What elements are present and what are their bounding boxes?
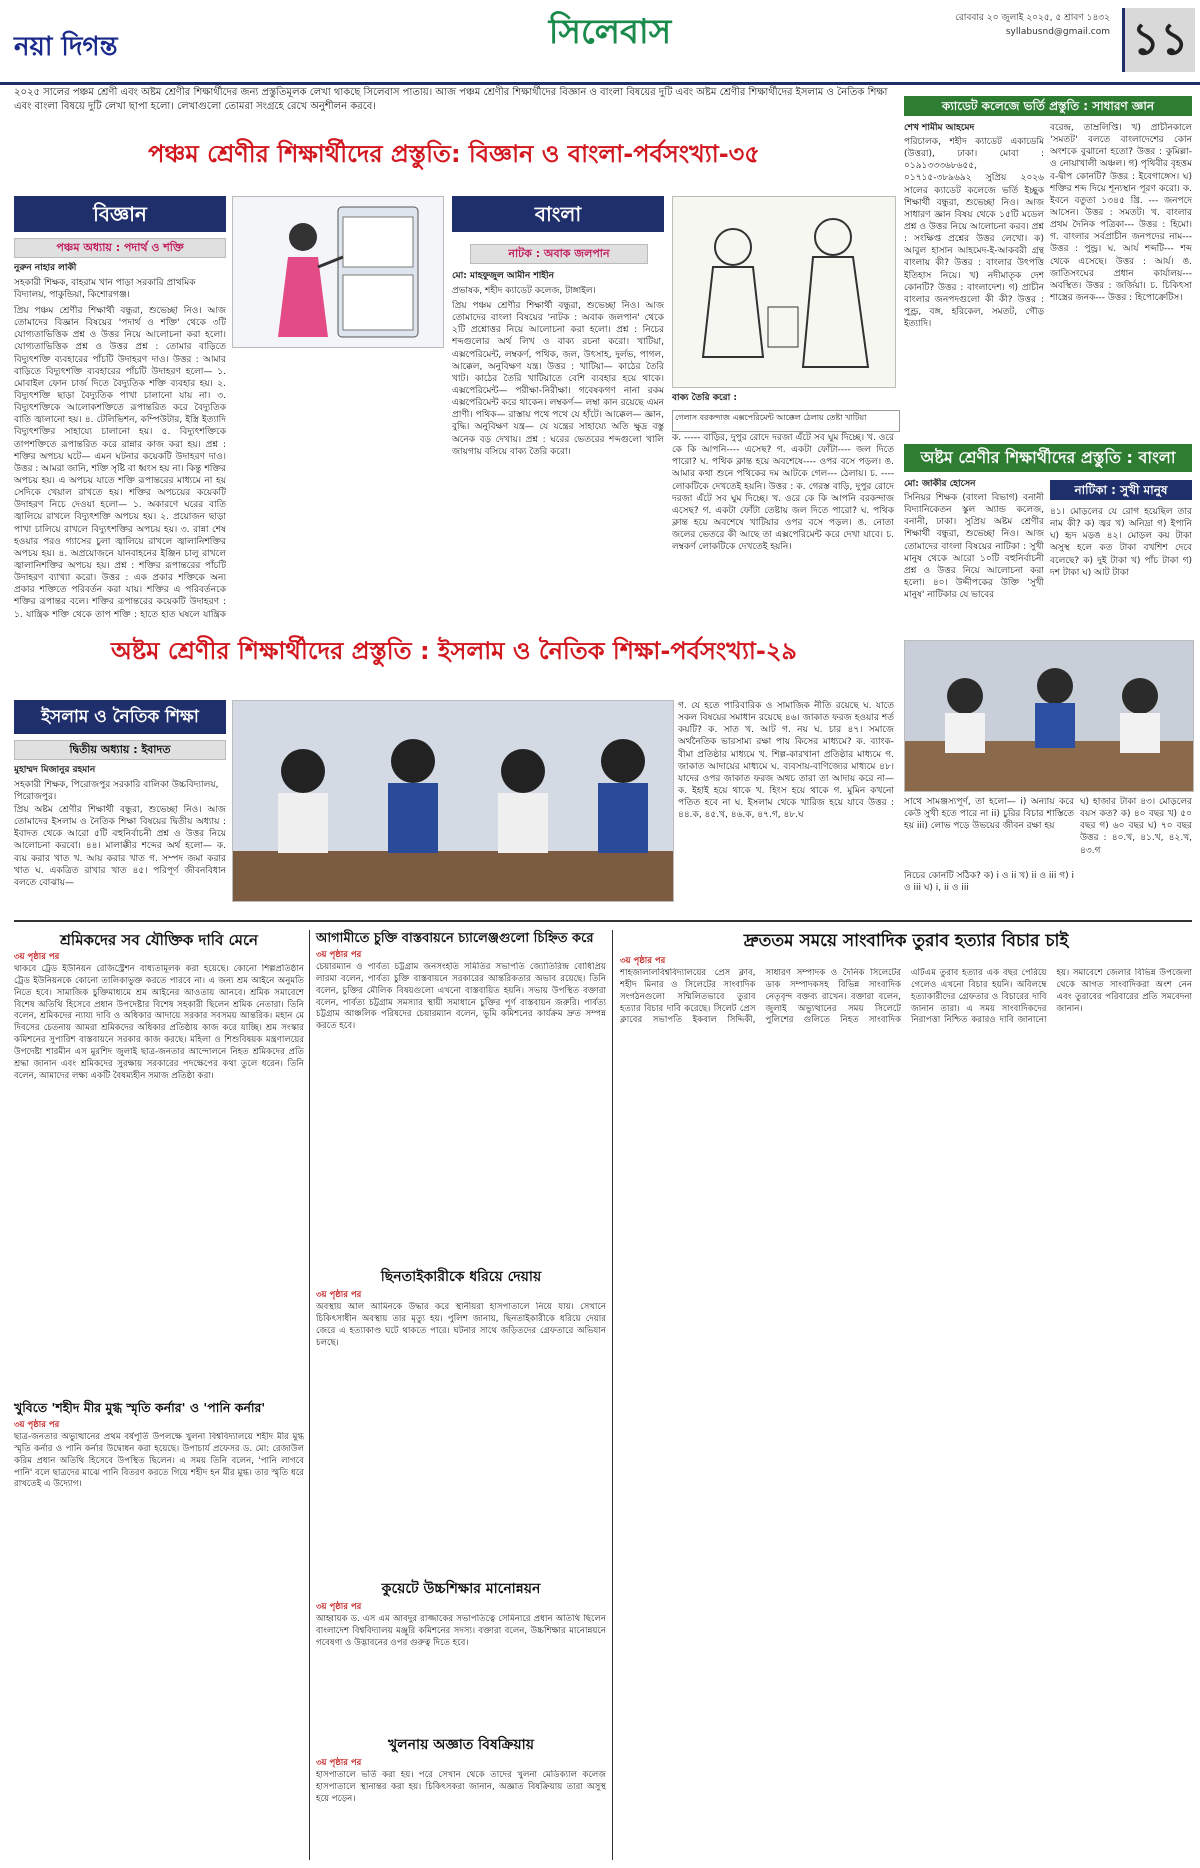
art2-body: ছাত্র-জনতার অভ্যুত্থানের প্রথম বর্ষপূর্তি উপলক্ষে খুলনা বিশ্ববিদ্যালয়ে শহীদ মীর মুগ্ধ স্মৃতি কর্নার ও পানি কর্নার উদ্বোধন করা হয়েছে। উপাচার্য প্রফেসর ড. মো: রেজাউল করিম প্রধান অতিথি হিসেবে উপস্থিত ছিলেন। এ সময় তিনি বলেন, 'পানি লাগবে পানি' বলে ছাত্রদের মাঝে পানি বিতরণ করতে গিয়ে শহীদ হন মীর মুগ্ধ। তার স্মৃতি ধরে রাখতেই এ উদ্যোগ। [14,1432,304,1490]
art1-body: থাকবে ট্রেড ইউনিয়ন রেজিস্ট্রেশন বাধ্যতামূলক করা হয়েছে। কোনো শিল্পপ্রতিষ্ঠান ট্রেড ইউনিয়নকে কোনো তালিকাভুক্ত করতে পারবে না। এ জন্য শ্রম আইনে অনুমতি নিতে হবে। সামাজিক চুক্তিমাধ্যমে শ্রম আইনের আওতায় আনবে। শ্রমিক সমাবেশে বিশেষ অতিথি হিসেবে প্রধান উপদেষ্টার বিশেষ সহকারী ছিলেন শ্রমিক নেতারা। তিনি বলেন, শ্রমিকদের ন্যায্য দাবি ও অধিকার আদায়ে সরকার সবসময় আন্তরিক। মহান মে দিবসের চেতনায় আমরা শ্রমিকদের অধিকার প্রতিষ্ঠায় কাজ করে যাচ্ছি। শ্রম সংস্কার কমিশনের সুপারিশ বাস্তবায়নে সরকার কাজ করছে। মহিলা ও শিশুবিষয়ক মন্ত্রণালয়ের উপদেষ্টা শারমীন এস মুরশিদ জুলাই ছাত্র-জনতার আন্দোলনে নিহত শ্রমিকদের প্রতি শ্রদ্ধা জানান এবং শ্রমিকদের সুরক্ষায় সরকারের পদক্ষেপের কথা তুলে ধরেন। তিনি বলেন, আমাদের লক্ষ্য একটি বৈষম্যহীন সমাজ প্রতিষ্ঠা করা। [14,964,304,1081]
art1-source: ৩য় পৃষ্ঠার পর [14,952,60,962]
bangla8-body: সিনিয়র শিক্ষক (বাংলা বিভাগ) বনানী বিদ্যানিকেতন স্কুল অ্যান্ড কলেজ, বনানী, ঢাকা। সুপ্রিয় অষ্টম শ্রেণীর শিক্ষার্থী বন্ধুরা, শুভেচ্ছা নিও। আজ তোমাদের বাংলা বিষয়ের নাটিকা : সুখী মানুষ থেকে আরো ১০টি বহুনির্বাচনী প্রশ্ন ও উত্তর নিয়ে আলোচনা করা হলো। ৪০। উদ্দীপকের উক্তি 'সুখী মানুষ' নাটিকার যে ভাবের [904,493,1044,601]
bangla-fill-blanks: ক. ----- বাড়ির, দুপুর রোদে দরজা এঁটে সব ঘুম দিচ্ছে। খ. ওরে কে কি আপনি---- এসেছ? গ. একটা ফোঁটা---- জল দিতে পারো? ঘ. পথিক ক্লান্ত হয়ে অবশেষে---- ওপর বসে পড়ল। ঙ. আমার কথা শুনে পথিকের দম আটকে গেল--- ঠেলায়। চ. ---- লোকটিকে দেখতেই হয়নি। উত্তর : ক. গেরস্ত বাড়ি, দুপুর রোদে দরজা এঁটে সব ঘুম দিচ্ছে। খ. ওরে কে কি আপনি বরকন্দাজ এসেছ? গ. একটা ফোঁটা তেষ্টায় জল দিতে পারো? ঘ. পথিক ক্লান্ত হয়ে অবশেষে খাটিয়ার ওপর বসে পড়ল। ঙ. নোতা জলের ভেতরে কী আছে তা এক্সপেরিমেন্ট করে দেখা যাবে। চ. লম্বকর্ণ লোকটিকে দেখতেই হয়নি। [672,433,894,553]
cadet-author-block [904,122,1044,137]
bangla8-author-block [904,478,1044,493]
islam-chapter: দ্বিতীয় অধ্যায় : ইবাদত [14,740,226,760]
photo-caption-right: সাথে সামঞ্জস্যপূর্ণ, তা হলো— i) অন্যায় করে কেউ সুখী হতে পারে না ii) চুরির বিচার শাস্তিতে হয় iii) লোভ পড়ে উভয়ের জীবন রক্ষা হয় [904,797,1074,832]
art4-source: ৩য় পৃষ্ঠার পর [316,1290,362,1300]
art2-source: ৩য় পৃষ্ঠার পর [14,1420,60,1430]
cadet-author: শেখ শামীম আহমেদ [904,123,975,133]
newspaper-logo[interactable]: নয়া দিগন্ত [14,32,118,62]
bangla8-author: মো: জাকীর হোসেন [904,479,976,489]
cadet-body: পরিচালক, শহীদ ক্যাডেট একাডেমি (উত্তরা), ঢাকা। মোবা : ০১৯১৩৩৩৬৮৬৫৫, ০১৭১৫-৩৮৯৬৯২ সুপ্রিয় ২০২৬ সালের ক্যাডেট কলেজে ভর্তি ইচ্ছুক শিক্ষার্থী বন্ধুরা, শুভেচ্ছা নিও। আজ সাধারণ জ্ঞান বিষয় থেকে ১৫টি মডেল প্রশ্ন ও উত্তর নিয়ে আলোচনা করব। প্রশ্ন : সংক্ষিপ্ত প্রশ্নের উত্তর লেখো। ক) আবুল হাসান আহমেদ-ই-আকবরী গ্রন্থ বাংলায় কী? উত্তর : বাংলার উৎপত্তি ইতিহাস নিয়ে। খ) নদীমাতৃক দেশ কোনটি? উত্তর : বাংলাদেশ। গ) প্রাচীন বাংলার জনপদগুলো কী কী? উত্তর : পুণ্ড্র, বঙ্গ, হরিকেল, সমতট, গৌড় ইত্যাদি। [904,137,1044,330]
science-author-block [14,262,226,304]
bangla8-heading: অষ্টম শ্রেণীর শিক্ষার্থীদের প্রস্তুতি : বাংলা [904,444,1192,472]
islam-heading: ইসলাম ও নৈতিক শিক্ষা [14,700,226,734]
science-chapter: পঞ্চম অধ্যায় : পদার্থ ও শক্তি [14,238,226,258]
science-author: নুরুন নাহার লাকী [14,263,77,273]
intro-paragraph: ২০২৫ সালের পঞ্চম শ্রেণী এবং অষ্টম শ্রেণীর শিক্ষার্থীদের জন্য প্রস্তুতিমূলক লেখা থাকছে সিলেবাস পাতায়। আজ পঞ্চম শ্রেণীর শিক্ষার্থীদের বিজ্ঞান ও বাংলা বিষয়ের দুটি এবং অষ্টম শ্রেণীর শিক্ষার্থীদের ইসলাম ও নৈতিক শিক্ষা এবং বাংলা বিষয়ে দুটি লেখা ছাপা হলো। লেখাগুলো তোমরা সংগ্রহে রেখে অনুশীলন করবে। [14,87,888,112]
bangla-body: প্রিয় পঞ্চম শ্রেণীর শিক্ষার্থী বন্ধুরা, শুভেচ্ছা নিও। আজ তোমাদের বাংলা বিষয়ের 'নাটক : অবাক জলপান' থেকে ২টি প্রশ্নোত্তর নিয়ে আলোচনা করা হলো। প্রশ্ন : নিচের শব্দগুলোর অর্থ লিখ ও বাক্য রচনা করো। খাটিয়া, এক্সপেরিমেন্ট, লম্বকর্ণ, পথিক, জল, উৎসাহ, দুর্লভ, পাগল, আক্কেল, অনুবিক্ষণ যন্ত্র। উত্তর : খাটিয়া— কাঠের তৈরি খাট। কাঠের তৈরি খাটিয়াতে বেশি ব্যবহার হয়ে থাকে। এক্সপেরিমেন্ট— পরীক্ষা-নিরীক্ষা। গবেষকগণ নানা রকম এক্সপেরিমেন্ট করে থাকেন। লম্বকর্ণ— লম্বা কান রয়েছে এমন প্রাণী। পথিক— রাস্তায় পথে পথে যে হাঁটে। আক্কেল— জ্ঞান, বুদ্ধি। অনুবিক্ষণ যন্ত্র— যে যন্ত্রের সাহায্যে অতি ক্ষুদ্র বস্তু অনেক বড় দেখায়। প্রশ্ন : ঘরের ভেতরের শব্দগুলো খালি জায়গায় বসিয়ে বাক্য তৈরি করো। [452,301,664,457]
refrigerator-girl-image [233,197,443,347]
science-body-cont [232,352,442,622]
bangla-caption: বাক্য তৈরি করো : [672,393,737,403]
contact-email[interactable]: syllabusnd@gmail.com [1005,27,1110,37]
bangla-author-block [452,270,664,300]
art2-title[interactable]: খুবিতে 'শহীদ মীর মুগ্ধ স্মৃতি কর্নার' ও 'পানি কর্নার' [14,1400,266,1415]
bangla-heading: বাংলা [452,196,664,232]
science-illustration [232,196,444,348]
dateline: রোববার ২০ জুলাই ২০২৫, ৫ শ্রাবণ ১৪৩২ [955,13,1110,23]
art1-title[interactable]: শ্রমিকদের সব যৌক্তিক দাবি মেনে [60,931,258,949]
section-brand: সিলেবাস [548,12,672,52]
bangla-chapter: নাটক : অবাক জলপান [470,244,648,264]
art4-body: অবস্থায় আল আমিনকে উদ্ধার করে স্থানীয়রা হাসপাতালে নিয়ে যায়। সেখানে চিকিৎসাধীন অবস্থায় তার মৃত্যু হয়। পুলিশ জানায়, ছিনতাইকারীকে ধরিয়ে দেয়ার জেরে এ হত্যাকাণ্ড ঘটে থাকতে পারে। ঘটনার সাথে জড়িতদের গ্রেফতারে অভিযান চলছে। [316,1302,606,1348]
students-photo [232,700,674,902]
art3-title[interactable]: আগামীতে চুক্তি বাস্তবায়নে চ্যালেঞ্জগুলো চিহ্নিত করে [316,931,594,946]
art4-title[interactable]: ছিনতাইকারীকে ধরিয়ে দেয়ায় [380,1269,542,1285]
art6-title[interactable]: খুলনায় অজ্ঞাত বিষক্রিয়ায় [388,1737,534,1753]
class5-banner: পঞ্চম শ্রেণীর শিক্ষার্থীদের প্রস্তুতি: বিজ্ঞান ও বাংলা-পর্বসংখ্যা-৩৫ [148,140,760,168]
exam-hall-photo [905,641,1193,791]
cadet-heading: ক্যাডেট কলেজে ভর্তি প্রস্তুতি : সাধারণ জ্ঞান [904,96,1192,116]
page-number: ১১ [1122,8,1195,72]
extra-answers: ঘ) হাজার টাকা ৪৩। মোড়লের বয়স কত? ক) ৪০ বছর খ) ৫০ বছর গ) ৬০ বছর ঘ) ৭০ বছর উত্তর : ৪০.খ, ৪১.খ, ৪২.খ, ৪৩.গ [1080,797,1192,856]
islam-body: প্রিয় অষ্টম শ্রেণীর শিক্ষার্থী বন্ধুরা, শুভেচ্ছা নিও। আজ তোমাদের ইসলাম ও নৈতিক শিক্ষা বিষয়ের দ্বিতীয় অধ্যায় : ইবাদত থেকে আরো ৫টি বহুনির্বাচনী প্রশ্ন ও উত্তর নিয়ে আলোচনা করবো। ৪৪। মালাক্কীর শব্দের অর্থ হলো— ক. ব্যয় করার খাত খ. আয় করার খাত গ. সম্পদ জমা করার খাত ঘ. একত্রিত রাখার খাত ৪৫। পরিপূর্ণ জীবনবিধান বলতে বোঝায়— [14,805,226,888]
bangla-illustration [672,196,896,388]
students-photo-right [904,640,1194,792]
drama-scene-image [673,197,895,387]
islam-mcq: গ. যে হতে পারিবারিক ও সামাজিক নীতি রয়েছে ঘ. যাতে সকল বিষয়ের সমাধান রয়েছে ৪৬। জাকাত ফরজ হওয়ার শর্ত কয়টি? ক. সাত খ. আট গ. নয় ঘ. চার ৪৭। সমাজে অর্থনৈতিক ভারসাম্য রক্ষা পায় কিসের মাধ্যমে? ক. ব্যাংক-বীমা প্রতিষ্ঠার মাধ্যমে খ. শিল্প-কারখানা প্রতিষ্ঠার মাধ্যমে গ. জাকাত আদায়ের মাধ্যমে ঘ. ব্যবসায়-বাণিজ্যের মাধ্যমে ৪৮। যাদের ওপর জাকাত ফরজ অথচ তারা তা আদায় করে না— ক. ইহাই হয়ে থাকে খ. হিংস হয়ে থাকে গ. মুমিন কখনো পতিত হবে না ঘ. ইসলাম থেকে খারিজ হয়ে যাবে উত্তর : ৪৪.ক, ৪৫.খ, ৪৬.ক, ৪৭.গ, ৪৮.ঘ [678,701,894,821]
art5-source: ৩য় পৃষ্ঠার পর [316,1602,362,1612]
photo-question: নিচের কোনটি সঠিক? ক) i ও ii খ) ii ও iii গ) i ও iii ঘ) i, ii ও iii [904,871,1074,894]
col-rule-2 [612,930,613,1860]
bangla-author: মো: মাহফুজুল আমীন শাহীন [452,271,554,281]
art7-title[interactable]: দ্রুততম সময়ে সাংবাদিক তুরাব হত্যার বিচার চাই [743,931,1069,951]
sukhi-heading: নাটিকা : সুখী মানুষ [1050,480,1192,500]
cadet-body-col2: বরেন্দ্র, তাম্রলিপ্তি। খ) প্রাচীনকালে 'সমতট' বলতে বাংলাদেশের কোন অংশকে বুঝানো হতো? উত্তর : কুমিল্লা-ও নোয়াখালী অঞ্চল। গ) পৃথিবীর বৃহত্তম ব-দ্বীপ কোনটি? উত্তর : ইবেগাঙ্গেস। ঘ) শক্তির শব্দ দিয়ে শূন্যস্থান পূরণ করো। ক. ইবনে বতুতা ১৩৪৫ খ্রি. --- জনপদে আসেন। উত্তর : সমতট। খ. বাংলার প্রথম দৈনিক পত্রিকা--- উত্তর : হিমো। গ. বাংলার সর্বপ্রাচীন জনপদের নাম--- উত্তর : পুন্ড্র। ঘ. আর্য শব্দটি--- শব্দ থেকে এসেছে। উত্তর : আর্য। ঙ. জাতিসংঘের প্রধান কার্যালয়--- অবস্থিত। উত্তর : জর্জিয়া। চ. চিকিৎসা শাস্ত্রের জনক--- উত্তর : হিপোক্রেটিস। [1050,123,1192,303]
art3-body: চেয়ারম্যান ও পার্বত্য চট্টগ্রাম জনসংহতি সমিতির সভাপতি জ্যোতিরিন্দ্র বোধিপ্রিয় লারমা বলেন, পার্বত্য চুক্তি বাস্তবায়নে সরকারের আন্তরিকতার অভাব রয়েছে। তিনি বলেন, চুক্তির মৌলিক বিষয়গুলো এখনো বাস্তবায়িত হয়নি। সভায় উপস্থিত বক্তারা বলেন, পার্বত্য চট্টগ্রাম সমস্যার স্থায়ী সমাধানে চুক্তির পূর্ণ বাস্তবায়ন জরুরি। পার্বত্য চট্টগ্রাম আঞ্চলিক পরিষদের চেয়ারম্যান বলেন, ভূমি কমিশনের কার্যক্রম দ্রুত সম্পন্ন করতে হবে। [316,962,606,1032]
islam-author: মুহাম্মদ মিজানুর রহমান [14,765,96,775]
art6-body: হাসপাতালে ভর্তি করা হয়। পরে সেখান থেকে তাদের খুলনা মেডিক্যাল কলেজ হাসপাতালে স্থানান্তর করা হয়। চিকিৎসকরা জানান, অজ্ঞাত বিষক্রিয়ায় তারা অসুস্থ হয়ে পড়েন। [316,1770,606,1804]
art3-source: ৩য় পৃষ্ঠার পর [316,950,362,960]
bangla-author-info: প্রভাষক, শহীদ ক্যাডেট কলেজ, টাঙ্গাইল। [452,286,596,297]
art7-source: ৩য় পৃষ্ঠার পর [620,956,666,966]
news-divider [14,920,1192,922]
science-heading: বিজ্ঞান [14,196,226,232]
science-author-info: সহকারী শিক্ষক, বাহরাম খান পাড়া সরকারি প্রাথমিক বিদ্যালয়, পাকুন্ডিয়া, কিশোরগঞ্জ। [14,278,196,301]
class8-banner: অষ্টম শ্রেণীর শিক্ষার্থীদের প্রস্তুতি : ইসলাম ও নৈতিক শিক্ষা-পর্বসংখ্যা-২৯ [110,637,798,665]
science-body: প্রিয় পঞ্চম শ্রেণীর শিক্ষার্থী বন্ধুরা, শুভেচ্ছা নিও। আজ তোমাদের বিজ্ঞান বিষয়ের 'পদার্থ ও শক্তি' থেকে ৩টি যোগ্যতাভিত্তিক প্রশ্ন ও উত্তর নিয়ে আলোচনা করা হলো। যোগ্যতাভিত্তিক প্রশ্ন ও উত্তর প্রশ্ন : তোমার বাড়িতে বিদ্যুৎশক্তি ব্যবহারের পাঁচটি উদাহরণ দাও। উত্তর : আমার বাড়িতে বিদ্যুৎশক্তি ব্যবহারের পাঁচটি উদাহরণ হলো— ১. মোবাইল ফোন চার্জ দিতে বৈদ্যুতিক শক্তি ব্যবহার হয়। ২. বিদ্যুৎশক্তি ছাড়া বৈদ্যুতিক পাখা চালানো যায় না। ৩. বিদ্যুৎশক্তিকে আলোকশক্তিতে রূপান্তরিত করে বৈদ্যুতিক বাতি জ্বালানো হয়। ৪. টেলিভিশন, কম্পিউটার, ইস্ত্রি ইত্যাদি বিদ্যুৎশক্তির সাহায্যে চালানো হয়। ৫. বিদ্যুৎশক্তিকে তাপশক্তিতে রূপান্তরিত করে রান্নার কাজ করা হয়। প্রশ্ন : শক্তির অপচয় ঘটে— এমন ঘটনার কয়েকটি উদাহরণ দাও। উত্তর : আমরা জানি, শক্তি সৃষ্টি বা ধ্বংস হয় না। কিন্তু শক্তির অপচয় হয়। এ অপচয় যাতে শক্তি রূপান্তরের মাধ্যমে না হয় সেদিকে খেয়াল রাখতে হয়। শক্তির অপচয়ের কয়েকটি উদাহরণ নিচে দেওয়া হলো— ১. অকারণে ঘরের বাতি জ্বালিয়ে রাখলে বিদ্যুৎশক্তি অপচয় হয়। ২. প্রয়োজন ছাড়া পাখা চালিয়ে রাখলে বিদ্যুৎশক্তির অপচয় হয়। ৩. রান্না শেষ হওয়ার পরও গ্যাসের চুলা জ্বালিয়ে রাখলে জ্বালানিশক্তির অপচয় হয়। ৪. অপ্রয়োজনে যানবাহনের ইঞ্জিন চালু রাখলে জ্বালানিশক্তির অপচয় হয়। প্রশ্ন : শক্তির রূপান্তরের পাঁচটি উদাহরণ ব্যাখ্যা করো। উত্তর : এক প্রকার শক্তিকে অন্য প্রকার শক্তিতে পরিবর্তন করা যায়। শক্তির এ পরিবর্তনকে শক্তির রূপান্তর বলে। শক্তির রূপান্তরের কয়েকটি উদাহরণ : ১. যান্ত্রিক শক্তি থেকে তাপ শক্তি : হাতে হাত ঘষলে যান্ত্রিক [14,306,226,620]
islam-author-block [14,764,226,806]
art5-title[interactable]: কুয়েটে উচ্চশিক্ষার মানোন্নয়ন [381,1581,541,1597]
art6-source: ৩য় পৃষ্ঠার পর [316,1758,362,1768]
art7-body: শাহজালালবিশ্ববিদ্যালয়ের প্রেস ক্লাব, শহীদ মিনার ও সিলেটের সাংবাদিক সংগঠনগুলো সম্মিলিতভাবে তুরাব হত্যার বিচার দাবি করেছে। সিলেট প্রেস ক্লাবের সভাপতি ইকবাল সিদ্দিকী, সাধারণ সম্পাদক ও দৈনিক সিলেটের ডাক সম্পাদকসহ বিভিন্ন সাংবাদিক নেতৃবৃন্দ বক্তব্য রাখেন। বক্তারা বলেন, জুলাই অভ্যুত্থানের সময় সিলেটে পুলিশের গুলিতে নিহত সাংবাদিক এটিএম তুরাব হত্যার এক বছর পেরিয়ে গেলেও এখনো বিচার হয়নি। অবিলম্বে হত্যাকারীদের গ্রেফতার ও বিচারের দাবি জানান তারা। এ সময় সাংবাদিকদের নিরাপত্তা নিশ্চিত করারও দাবি জানানো হয়। সমাবেশে জেলার বিভিন্ন উপজেলা থেকে আগত সাংবাদিকরা অংশ নেন এবং তুরাবের পরিবারের প্রতি সমবেদনা জানান। [620,968,1192,1026]
art5-body: আহ্বায়ক ড. এস এম আবদুর রাজ্জাকের সভাপতিত্বে সেমিনারে প্রধান অতিথি ছিলেন বাংলাদেশ বিশ্ববিদ্যালয় মঞ্জুরি কমিশনের সদস্য। বক্তারা বলেন, উচ্চশিক্ষার মানোন্নয়নে গবেষণা ও উদ্ভাবনের ওপর গুরুত্ব দিতে হবে। [316,1614,606,1648]
sukhi-body: ৪১। মোড়লের যে রোগ হয়েছিল তার নাম কী? ক) জ্বর খ) অনিদ্রা গ) ইপানি ঘ) হৃদ মড়ঙ ৪২। মোড়ল কয় টাকা অসুস্থ হলে কত টাকা বখশিশ দেবে বলেছে? ক) দুই টাকা খ) পাঁচ টাকা গ) দশ টাকা ঘ) আট টাকা [1050,507,1192,578]
word-box: গেলাস বরকন্দাজ এক্সপেরিমেন্ট আক্কেল ঠেলায় তেষ্টা খাটিয়া [672,410,900,432]
col-rule-1 [309,930,310,1860]
islam-author-info: সহকারী শিক্ষক, পিরোজপুর সরকারি বালিকা উচ্চবিদ্যালয়, পিরোজপুর। [14,780,219,803]
classroom-photo [233,701,673,901]
